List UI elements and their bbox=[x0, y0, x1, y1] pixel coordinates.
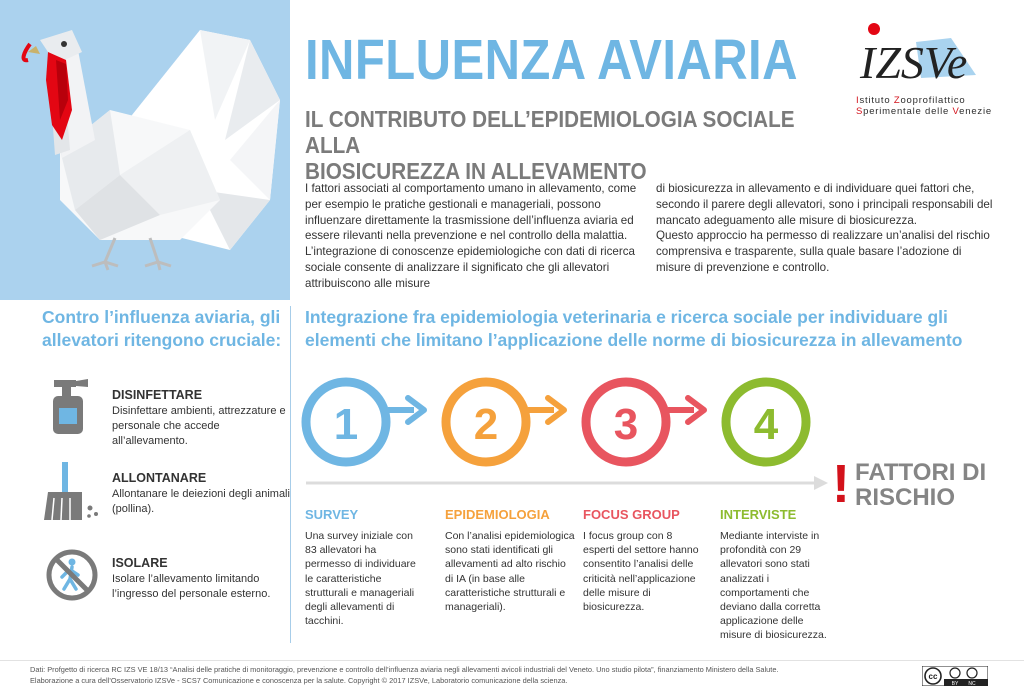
action-desc: Disinfettare ambienti, attrezzature e personale che accede all’allevamento. bbox=[112, 405, 286, 447]
step-title: EPIDEMIOLOGIA bbox=[445, 507, 550, 522]
action-allontanare-text bbox=[112, 471, 292, 517]
intro-column-2-para-1: di biosicurezza in allevamento e di individuare quei fattori che, secondo il parere degli allevatori, sono i principali responsabili del mancato adeguamento alle misure di biosicurezza. bbox=[656, 182, 993, 227]
step-2-number: 2 bbox=[473, 400, 499, 449]
step-title: INTERVISTE bbox=[720, 507, 797, 522]
page-title: INFLUENZA AVIARIA bbox=[305, 28, 798, 92]
subtitle-line-1: IL CONTRIBUTO DELL’EPIDEMIOLOGIA SOCIALE ALLA bbox=[305, 106, 795, 158]
logo-text: IZSVe bbox=[860, 37, 968, 88]
step-desc: Con l’analisi epidemiologica sono stati identificati gli allevamenti ad alto rischio di IA (in base alle caratteristiche strutturali e manageriali). bbox=[445, 530, 575, 614]
action-desc: Allontanare le deiezioni degli animali (pollina). bbox=[112, 488, 290, 515]
footer-credits bbox=[30, 664, 779, 686]
logo-line-2: Sperimentale delle Venezie bbox=[856, 106, 992, 117]
step-1-number: 1 bbox=[333, 400, 359, 449]
process-diagram bbox=[296, 370, 856, 500]
result-label bbox=[855, 460, 995, 510]
action-disinfettare bbox=[48, 378, 94, 441]
left-heading: Contro l’influenza aviaria, gli allevatori ritengono cruciale: bbox=[42, 307, 282, 350]
broom-icon bbox=[44, 462, 100, 522]
izsve-logo bbox=[856, 20, 1006, 120]
column-divider bbox=[290, 306, 291, 643]
intro-column-1: I fattori associati al comportamento umano in allevamento, come per esempio le pratiche gestionali e manageriali, possono influenzare direttamente la trasmissione dell’influenza aviaria ed essere rilevanti nella prevenzione e nel controllo della malattia. L’integrazione di conoscenze epidemiologiche con dati di ricerca sociale consente di analizzare il significato che gli allevatori attribuiscono alle misure bbox=[305, 182, 637, 290]
action-title: ISOLARE bbox=[112, 556, 168, 570]
step-desc: Mediante interviste in profondità con 29 allevatori sono stati analizzati i comportamenti che deviano dalla corretta applicazione delle misure di biosicurezza. bbox=[720, 530, 827, 642]
result-line-2: RISCHIO bbox=[855, 484, 956, 511]
spray-bottle-icon bbox=[48, 378, 94, 436]
logo-line-1: Istituto Zooprofilattico bbox=[856, 95, 966, 106]
step-survey bbox=[305, 507, 425, 628]
action-desc: Isolare l’allevamento limitando l’ingresso del personale esterno. bbox=[112, 573, 271, 600]
step-desc: I focus group con 8 esperti del settore hanno consentito l’analisi delle criticità nell’applicazione delle misure di biosicurezza. bbox=[583, 530, 699, 614]
step-4-number: 4 bbox=[753, 400, 779, 449]
action-isolare-text bbox=[112, 556, 292, 602]
svg-text:NC: NC bbox=[968, 681, 976, 686]
cc-icon: cc bbox=[928, 672, 938, 681]
izsve-logo-mark bbox=[856, 20, 1006, 90]
no-entry-person-icon bbox=[46, 549, 98, 601]
creative-commons-badge[interactable] bbox=[922, 666, 988, 686]
alert-exclamation: ! bbox=[832, 454, 850, 514]
step-epidemiologia bbox=[445, 507, 575, 614]
action-title: ALLONTANARE bbox=[112, 471, 207, 485]
action-disinfettare-text bbox=[112, 388, 292, 449]
action-isolare bbox=[46, 549, 98, 606]
step-interviste bbox=[720, 507, 832, 643]
result-line-1: FATTORI DI bbox=[855, 459, 987, 486]
turkey-illustration bbox=[0, 0, 290, 300]
step-title: FOCUS GROUP bbox=[583, 507, 680, 522]
page-subtitle bbox=[305, 106, 809, 184]
step-title: SURVEY bbox=[305, 507, 359, 522]
intro-column-2-para-2: Questo approccio ha permesso di realizzare un’analisi del rischio comprensiva e trasparente, sulla quale basare l’adozione di misure di prevenzione e controllo. bbox=[656, 229, 990, 274]
intro-column-2 bbox=[656, 181, 996, 276]
step-3-number: 3 bbox=[613, 400, 639, 449]
subtitle-line-2: BIOSICUREZZA IN ALLEVAMENTO bbox=[305, 158, 647, 184]
footer-line-2: Elaborazione a cura dell’Osservatorio IZSVe - SCS7 Comunicazione e conoscenza per la salute. Copyright © 2017 IZSVe, Laboratorio comunicazione della scienza. bbox=[30, 676, 568, 685]
by-icon bbox=[950, 668, 960, 678]
footer-line-1: Dati: Profgetto di ricerca RC IZS VE 18/13 “Analisi delle pratiche di monitoraggio, prevenzione e controllo dell’influenza aviaria negli allevamenti avicoli industriali del Veneto. Uno studio pilota”, finanziamento Ministero della Salute. bbox=[30, 665, 779, 674]
step-focus-group bbox=[583, 507, 703, 614]
svg-text:BY: BY bbox=[951, 681, 959, 686]
action-title: DISINFETTARE bbox=[112, 388, 203, 402]
step-desc: Una survey iniziale con 83 allevatori ha permesso di individuare le caratteristiche strutturali e manageriali degli allevamenti di tacchini. bbox=[305, 530, 416, 628]
right-heading: Integrazione fra epidemiologia veterinaria e ricerca sociale per individuare gli elementi che limitano l’applicazione delle norme di biosicurezza in allevamento bbox=[305, 307, 963, 350]
footer-divider bbox=[0, 660, 1024, 661]
nc-icon bbox=[967, 668, 977, 678]
action-allontanare bbox=[44, 462, 100, 527]
